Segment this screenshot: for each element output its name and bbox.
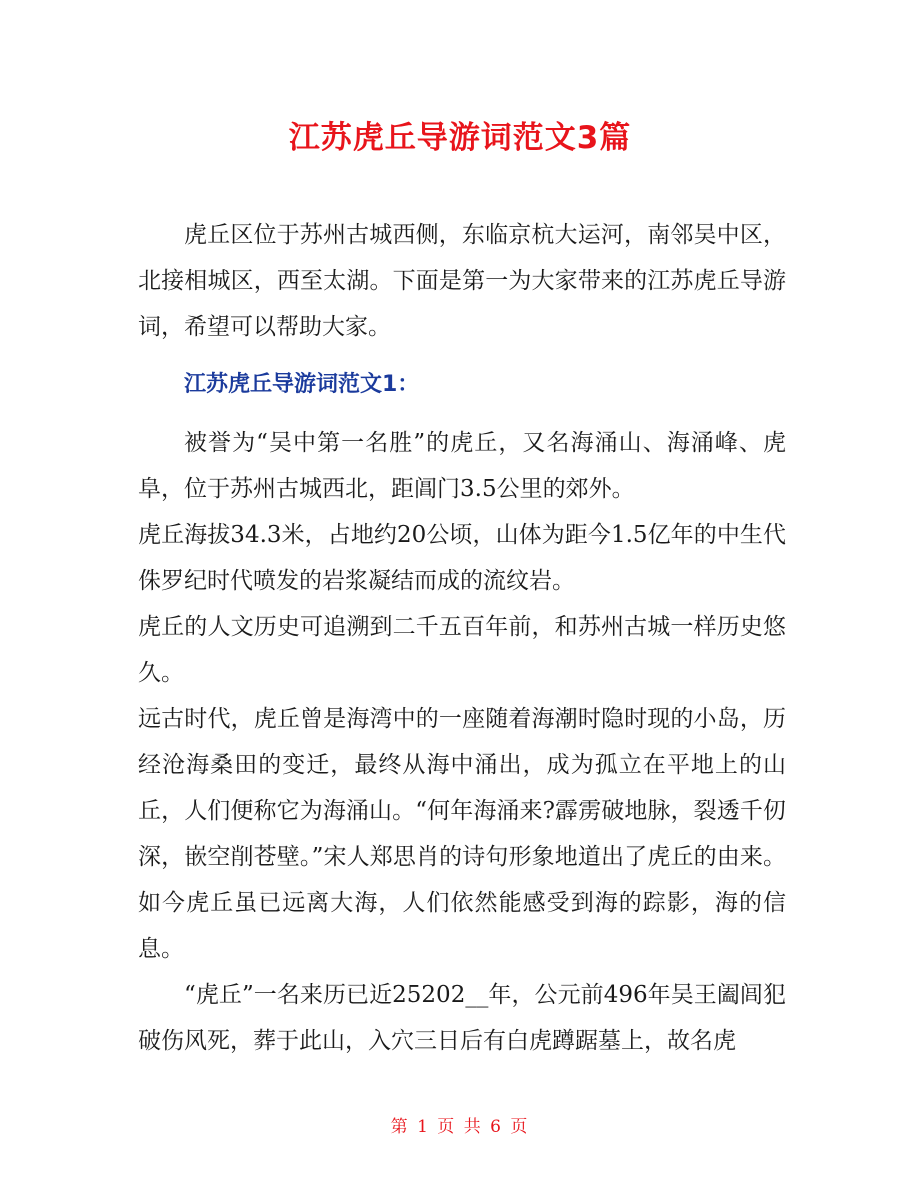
body-paragraph-5: “虎丘”一名来历已近25202__年，公元前496年吴王阖闾犯破伤风死，葬于此山，入穴三日后有白虎蹲踞墓上，故名虎 xyxy=(138,982,786,1054)
intro-paragraph: 虎丘区位于苏州古城西侧，东临京杭大运河，南邻吴中区，北接相城区，西至太湖。下面是第一为大家带来的江苏虎丘导游词，希望可以帮助大家。 xyxy=(138,222,786,340)
page-number-footer: 第 1 页 共 6 页 xyxy=(390,1117,530,1137)
body-paragraph-1: 被誉为“吴中第一名胜”的虎丘，又名海涌山、海涌峰、虎阜，位于苏州古城西北，距阊门3.5公里的郊外。 xyxy=(138,430,786,502)
document-title: 江苏虎丘导游词范文3篇 xyxy=(288,120,632,156)
body-paragraph-4: 远古时代，虎丘曾是海湾中的一座随着海潮时隐时现的小岛，历经沧海桑田的变迁，最终从海中涌出，成为孤立在平地上的山丘，人们便称它为海涌山。“何年海涌来?霹雳破地脉，裂透千仞深，嵌空削苍壁。”宋人郑思肖的诗句形象地道出了虎丘的由来。如今虎丘虽已远离大海，人们依然能感受到海的踪影，海的信息。 xyxy=(138,706,786,962)
body-paragraph-2: 虎丘海拔34.3米，占地约20公顷，山体为距今1.5亿年的中生代侏罗纪时代喷发的岩浆凝结而成的流纹岩。 xyxy=(138,522,786,594)
section-heading: 江苏虎丘导游词范文1： xyxy=(184,372,420,397)
body-paragraph-3: 虎丘的人文历史可追溯到二千五百年前，和苏州古城一样历史悠久。 xyxy=(138,614,786,686)
document-body xyxy=(138,212,786,1064)
